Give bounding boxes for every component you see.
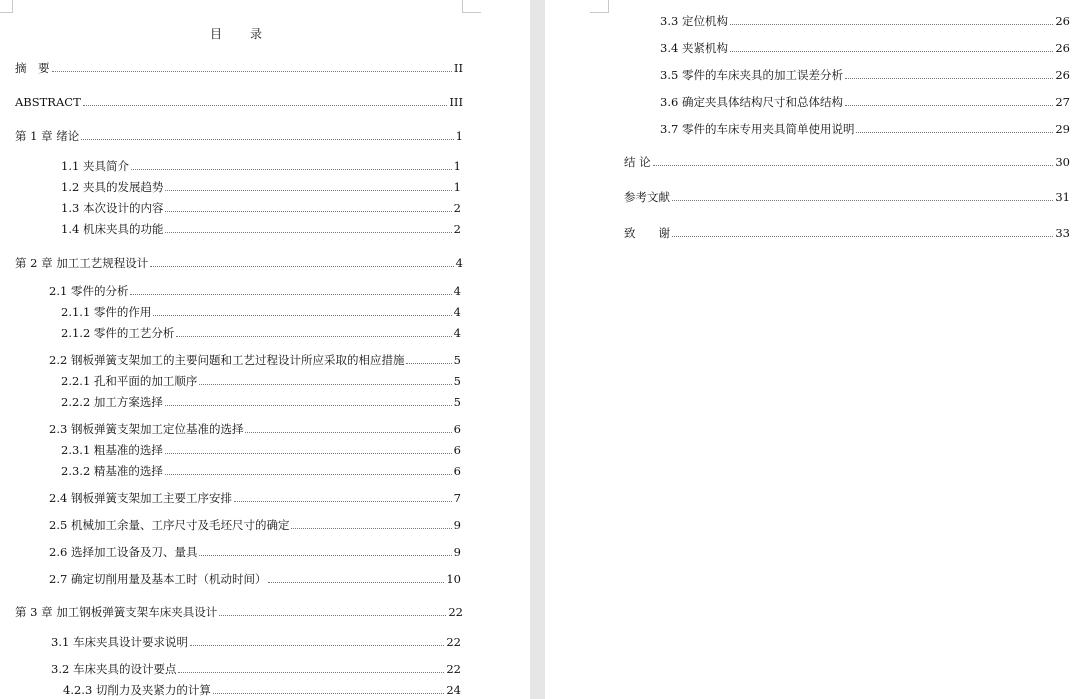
toc-entry[interactable] (660, 67, 1070, 83)
toc-dot-leader (268, 582, 444, 583)
toc-entry-label: 2.1.2 零件的工艺分析 (61, 326, 175, 340)
page-corner-mark (590, 0, 609, 13)
toc-entry[interactable] (660, 13, 1070, 29)
toc-page-number: 7 (453, 491, 461, 505)
toc-dot-leader (165, 232, 451, 233)
toc-page-number: 5 (453, 353, 461, 367)
toc-page-number: 29 (1055, 122, 1070, 136)
toc-page-number: 33 (1055, 226, 1070, 240)
toc-dot-leader (845, 105, 1053, 106)
toc-page-number: 26 (1055, 68, 1070, 82)
toc-dot-leader (406, 363, 451, 364)
toc-entry-label: 1.1 夹具简介 (61, 159, 129, 173)
toc-entry[interactable] (15, 604, 463, 620)
toc-entry-label: 2.5 机械加工余量、工序尺寸及毛坯尺寸的确定 (49, 518, 290, 532)
toc-entry[interactable] (61, 158, 461, 174)
toc-dot-leader (234, 501, 452, 502)
toc-entry[interactable] (624, 189, 1070, 205)
toc-page-number: III (449, 95, 463, 109)
toc-dot-leader (165, 211, 451, 212)
toc-entry-label: 第 1 章 绪论 (15, 129, 80, 143)
toc-entry[interactable] (15, 94, 463, 110)
toc-page-number: 31 (1055, 190, 1070, 204)
toc-page-number: 24 (446, 683, 461, 697)
toc-entry-label: 第 2 章 加工工艺规程设计 (15, 256, 149, 270)
toc-entry-label: 3.1 车床夹具设计要求说明 (51, 635, 188, 649)
toc-entry[interactable] (61, 304, 461, 320)
toc-entry[interactable] (61, 463, 461, 479)
toc-entry-label: 2.1.1 零件的作用 (61, 305, 152, 319)
toc-entry-label: 3.5 零件的车床夹具的加工误差分析 (660, 68, 843, 82)
toc-entry[interactable] (660, 121, 1070, 137)
document-page-left (0, 0, 530, 699)
toc-page-number: 22 (448, 605, 463, 619)
toc-entry[interactable] (15, 255, 463, 271)
toc-dot-leader (130, 294, 451, 295)
toc-dot-leader (219, 615, 446, 616)
toc-entry-label: 3.3 定位机构 (660, 14, 728, 28)
toc-page-number: 6 (453, 464, 461, 478)
toc-title: 目 录 (209, 27, 270, 41)
toc-entry[interactable] (51, 634, 461, 650)
toc-entry[interactable] (61, 200, 461, 216)
toc-page-number: 30 (1055, 155, 1070, 169)
page-corner-mark (462, 0, 481, 13)
toc-entry-label: 参考文献 (624, 190, 670, 204)
toc-dot-leader (165, 190, 451, 191)
toc-entry-label: 2.3.2 精基准的选择 (61, 464, 163, 478)
toc-entry-label: 1.2 夹具的发展趋势 (61, 180, 164, 194)
toc-dot-leader (653, 165, 1054, 166)
toc-page-number: 2 (453, 201, 461, 215)
toc-entry-label: 摘 要 (15, 61, 50, 75)
toc-dot-leader (730, 24, 1053, 25)
toc-page-number: 27 (1055, 95, 1070, 109)
toc-dot-leader (190, 645, 444, 646)
toc-entry-label: 2.1 零件的分析 (49, 284, 129, 298)
toc-dot-leader (176, 336, 451, 337)
toc-page-number: 1 (453, 159, 461, 173)
toc-entry-label: 2.3 钢板弹簧支架加工定位基准的选择 (49, 422, 244, 436)
toc-entry[interactable] (63, 682, 461, 698)
toc-page-number: 4 (453, 326, 461, 340)
toc-dot-leader (150, 266, 453, 267)
toc-dot-leader (845, 78, 1053, 79)
toc-entry-label: 第 3 章 加工钢板弹簧支架车床夹具设计 (15, 605, 218, 619)
toc-entry-label: 2.2 钢板弹簧支架加工的主要问题和工艺过程设计所应采取的相应措施 (49, 353, 405, 367)
toc-dot-leader (165, 405, 452, 406)
toc-entry[interactable] (49, 421, 461, 437)
toc-entry[interactable] (49, 283, 461, 299)
toc-dot-leader (81, 139, 453, 140)
toc-page-number: II (453, 61, 463, 75)
toc-dot-leader (672, 236, 1053, 237)
toc-page-number: 1 (453, 180, 461, 194)
toc-dot-leader (165, 453, 452, 454)
toc-page-number: 26 (1055, 41, 1070, 55)
toc-dot-leader (213, 693, 444, 694)
toc-entry-label: 2.4 钢板弹簧支架加工主要工序安排 (49, 491, 232, 505)
toc-dot-leader (672, 200, 1053, 201)
toc-entry[interactable] (61, 179, 461, 195)
toc-entry[interactable] (15, 60, 463, 76)
toc-page-number: 4 (455, 256, 463, 270)
toc-entry[interactable] (61, 394, 461, 410)
toc-page-number: 9 (453, 518, 461, 532)
toc-dot-leader (856, 132, 1053, 133)
toc-dot-leader (131, 169, 452, 170)
toc-entry[interactable] (61, 442, 461, 458)
toc-entry-label: 3.7 零件的车床专用夹具简单使用说明 (660, 122, 855, 136)
toc-entry[interactable] (624, 225, 1070, 241)
toc-entry-label: 3.6 确定夹具体结构尺寸和总体结构 (660, 95, 843, 109)
toc-page-number: 4 (453, 284, 461, 298)
toc-page-number: 5 (453, 395, 461, 409)
page-gutter (530, 0, 545, 699)
toc-entry[interactable] (15, 128, 463, 144)
toc-entry-label: 致 谢 (624, 226, 670, 240)
toc-page-number: 9 (453, 545, 461, 559)
toc-dot-leader (245, 432, 451, 433)
toc-entry[interactable] (51, 661, 461, 677)
toc-entry-label: 2.3.1 粗基准的选择 (61, 443, 163, 457)
toc-page-number: 1 (455, 129, 463, 143)
toc-entry-label: 结 论 (624, 155, 651, 169)
toc-entry[interactable] (61, 221, 461, 237)
toc-entry-label: 2.2.2 加工方案选择 (61, 395, 163, 409)
page-corner-mark (0, 0, 13, 13)
toc-page-number: 5 (453, 374, 461, 388)
toc-page-number: 6 (453, 443, 461, 457)
toc-entry[interactable] (61, 325, 461, 341)
toc-dot-leader (178, 672, 444, 673)
toc-page-number: 6 (453, 422, 461, 436)
toc-dot-leader (199, 384, 451, 385)
toc-dot-leader (52, 71, 452, 72)
toc-dot-leader (165, 474, 452, 475)
toc-entry[interactable] (624, 154, 1070, 170)
toc-entry-label: 2.2.1 孔和平面的加工顺序 (61, 374, 198, 388)
toc-entry[interactable] (660, 40, 1070, 56)
toc-page-number: 4 (453, 305, 461, 319)
toc-entry-label: 1.3 本次设计的内容 (61, 201, 164, 215)
toc-dot-leader (153, 315, 451, 316)
toc-entry-label: 4.2.3 切削力及夹紧力的计算 (63, 683, 211, 697)
toc-dot-leader (291, 528, 451, 529)
toc-page-number: 2 (453, 222, 461, 236)
toc-page-number: 10 (446, 572, 461, 586)
toc-entry-label: 2.6 选择加工设备及刀、量具 (49, 545, 198, 559)
toc-page-number: 26 (1055, 14, 1070, 28)
toc-entry-label: 3.2 车床夹具的设计要点 (51, 662, 177, 676)
toc-page-number: 22 (446, 635, 461, 649)
document-page-right (545, 0, 1085, 699)
toc-entry-label: ABSTRACT (15, 95, 81, 109)
toc-entry[interactable] (49, 517, 461, 533)
toc-dot-leader (730, 51, 1053, 52)
toc-entry[interactable] (49, 490, 461, 506)
toc-entry[interactable] (49, 352, 461, 368)
toc-entry-label: 3.4 夹紧机构 (660, 41, 728, 55)
toc-entry[interactable] (49, 544, 461, 560)
toc-entry[interactable] (49, 571, 461, 587)
toc-entry-label: 1.4 机床夹具的功能 (61, 222, 164, 236)
toc-entry-label: 2.7 确定切削用量及基本工时（机动时间） (49, 572, 267, 586)
toc-entry[interactable] (61, 373, 461, 389)
toc-dot-leader (199, 555, 451, 556)
toc-page-number: 22 (446, 662, 461, 676)
toc-dot-leader (83, 105, 448, 106)
toc-entry[interactable] (660, 94, 1070, 110)
